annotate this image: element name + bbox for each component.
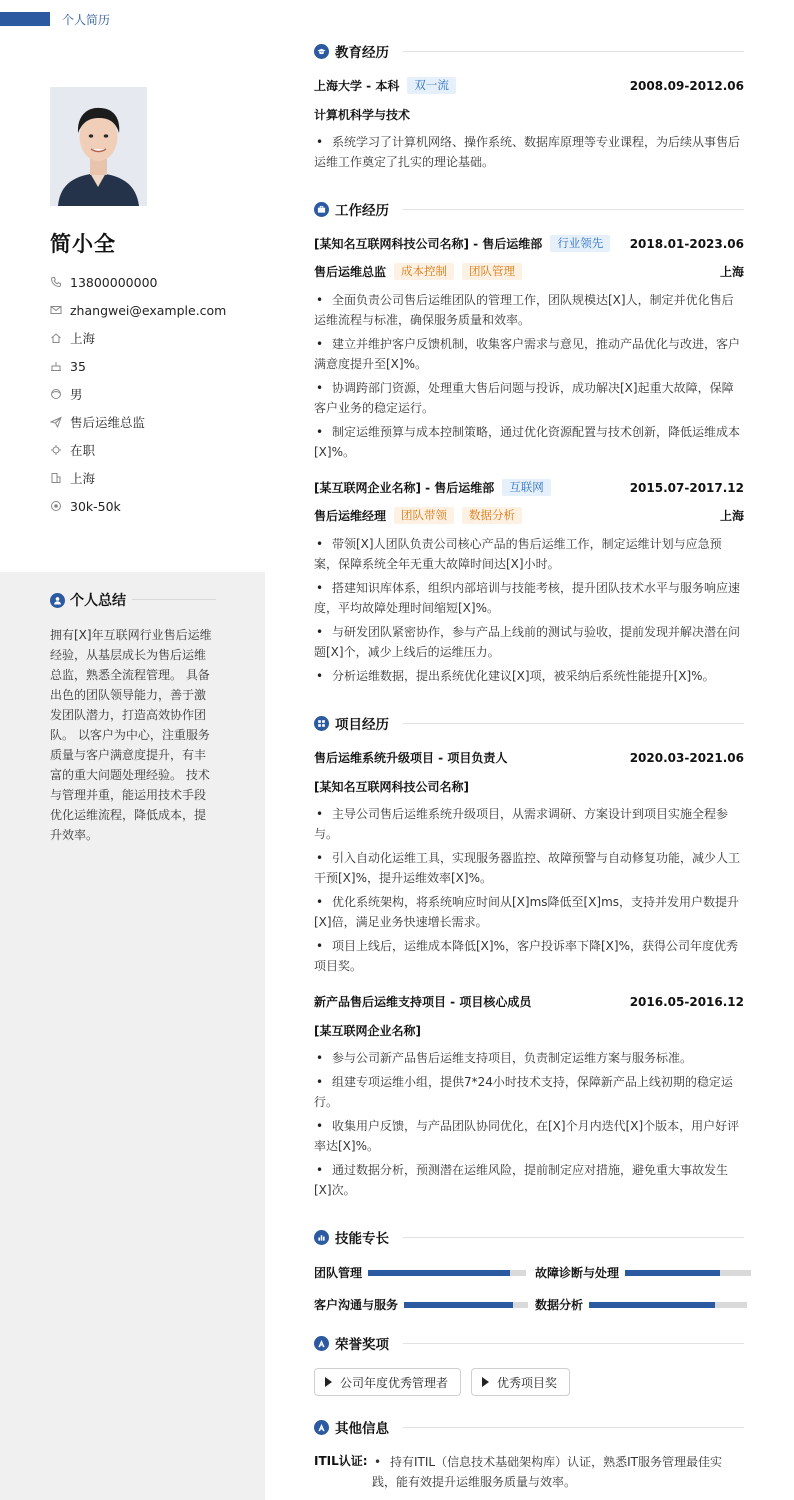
list-item: • 全面负责公司售后运维团队的管理工作，团队规模达[X]人，制定并优化售后运维流程与标准，确保服务质量和效率。 (314, 293, 734, 327)
list-item: • 搭建知识库体系，组织内部培训与技能考核，提升团队技术水平与服务响应速度，平均故障处理时间缩短[X]%。 (314, 581, 741, 615)
info-city-text: 上海 (70, 471, 96, 486)
cake-icon (50, 360, 62, 372)
job-1-role: 售后运维总监 (314, 265, 387, 279)
job-1-tag: 行业领先 (550, 235, 610, 252)
bar-chart-icon (314, 1230, 329, 1245)
project-1-name: 售后运维系统升级项目 - 项目负责人 (314, 751, 508, 765)
job-2-bullets (314, 534, 744, 690)
education-bullets (314, 132, 744, 176)
section-divider (403, 1343, 744, 1344)
gender-icon (50, 388, 62, 400)
work-section-header (314, 199, 744, 219)
skill-bar (404, 1302, 528, 1308)
skill-bar-fill (368, 1270, 510, 1276)
profile-info-list (50, 268, 226, 520)
summary-header (50, 590, 216, 610)
job-2-tag: 互联网 (502, 479, 551, 496)
skill-item (314, 1296, 528, 1313)
list-item: • 通过数据分析，预测潜在运维风险，提前制定应对措施，避免重大事故发生[X]次。 (314, 1163, 729, 1197)
skill-bar-fill (404, 1302, 513, 1308)
list-item: • 系统学习了计算机网络、操作系统、数据库原理等专业课程，为后续从事售后运维工作奠定了扎实的理论基础。 (314, 135, 741, 169)
project-1-date: 2020.03-2021.06 (629, 750, 744, 765)
play-icon (482, 1377, 489, 1387)
header-accent-bar (0, 12, 50, 26)
briefcase-icon (314, 202, 329, 217)
job-2-role-tag-1: 团队带领 (394, 507, 454, 524)
list-item: • 项目上线后，运维成本降低[X]%，客户投诉率下降[X]%，获得公司年度优秀项目奖。 (314, 939, 738, 973)
mail-icon (50, 304, 62, 316)
project-1-header (314, 749, 744, 766)
education-section-header (314, 41, 744, 61)
awards-title: 荣誉奖项 (335, 1337, 389, 1353)
list-item: • 主导公司售后运维系统升级项目，从需求调研、方案设计到项目实施全程参与。 (314, 807, 729, 841)
info-home (50, 324, 226, 352)
skills-title: 技能专长 (335, 1231, 389, 1247)
list-item: • 与研发团队紧密协作，参与产品上线前的测试与验收，提前发现并解决潜在问题[X]个，减少上线后的运维压力。 (314, 625, 741, 659)
info-email-text: zhangwei@example.com (70, 302, 227, 318)
info-status (50, 436, 226, 464)
project-1-company: [某知名互联网科技公司名称] (314, 780, 469, 794)
grid-icon (314, 716, 329, 731)
project-2-header (314, 993, 744, 1010)
info-icon (314, 1420, 329, 1435)
section-divider (403, 209, 744, 210)
list-item: • 参与公司新产品售后运维支持项目，负责制定运维方案与服务标准。 (316, 1051, 693, 1065)
profile-photo (50, 87, 147, 206)
award-badge (314, 1368, 461, 1396)
project-2-date: 2016.05-2016.12 (629, 994, 744, 1009)
list-item: • 组建专项运维小组，提供7*24小时技术支持，保障新产品上线初期的稳定运行。 (314, 1075, 733, 1109)
skill-name: 客户沟通与服务 (314, 1298, 399, 1312)
project-2-bullets (314, 1048, 744, 1204)
list-item: • 协调跨部门资源，处理重大售后问题与投诉，成功解决[X]起重大故障，保障客户业务的稳定运行。 (314, 381, 734, 415)
summary-title: 个人总结 (70, 593, 126, 609)
project-1-bullets (314, 804, 744, 980)
skill-name: 团队管理 (314, 1266, 363, 1280)
skills-section-header (314, 1227, 744, 1247)
skill-bar-fill (625, 1270, 720, 1276)
section-divider (403, 51, 744, 52)
summary-divider (132, 599, 216, 600)
job-1-company: [某知名互联网科技公司名称] - 售后运维部 (314, 237, 543, 251)
info-phone (50, 268, 226, 296)
job-1-bullets (314, 290, 744, 466)
job-2-header (314, 479, 744, 496)
user-icon (50, 593, 65, 608)
skill-item (535, 1264, 751, 1281)
status-icon (50, 444, 62, 456)
project-2-company: [某互联网企业名称] (314, 1024, 421, 1038)
info-city (50, 464, 226, 492)
project-2-name: 新产品售后运维支持项目 - 项目核心成员 (314, 995, 532, 1009)
education-school: 上海大学 - 本科 (314, 79, 400, 93)
skill-name: 故障诊断与处理 (535, 1266, 620, 1280)
phone-icon (50, 276, 62, 288)
job-1-header (314, 235, 744, 252)
award-icon (314, 1336, 329, 1351)
list-item: • 建立并维护客户反馈机制，收集客户需求与意见，推动产品优化与改进，客户满意度提升至[X]%。 (314, 337, 741, 371)
education-major: 计算机科学与技术 (314, 108, 411, 122)
skill-item (314, 1264, 526, 1281)
resume-title: 个人简历 (62, 13, 111, 27)
job-2-role-tag-2: 数据分析 (462, 507, 522, 524)
job-1-location: 上海 (719, 265, 744, 279)
job-2-role-row (314, 507, 744, 524)
award-name: 公司年度优秀管理者 (340, 1375, 449, 1390)
skill-item (535, 1296, 747, 1313)
award-badge (471, 1368, 570, 1396)
skill-bar-fill (589, 1302, 715, 1308)
job-1-role-row (314, 263, 744, 280)
info-home-text: 上海 (70, 331, 96, 346)
home-icon (50, 332, 62, 344)
info-age (50, 352, 226, 380)
section-divider (403, 1237, 744, 1238)
list-item: • 收集用户反馈，与产品团队协同优化，在[X]个月内迭代[X]个版本，用户好评率达[X]%。 (314, 1119, 740, 1153)
section-divider (403, 723, 744, 724)
list-item: • 制定运维预算与成本控制策略，通过优化资源配置与技术创新，降低运维成本[X]%。 (314, 425, 741, 459)
job-1-role-tag-1: 成本控制 (394, 263, 454, 280)
job-2-location: 上海 (719, 509, 744, 523)
section-divider (403, 1427, 744, 1428)
education-entry-header (314, 77, 744, 94)
info-salary-text: 30k-50k (70, 498, 121, 514)
info-phone-text: 13800000000 (70, 274, 158, 290)
play-icon (325, 1377, 332, 1387)
skill-name: 数据分析 (535, 1298, 584, 1312)
salary-icon (50, 500, 62, 512)
info-salary (50, 492, 226, 520)
job-2-role: 售后运维经理 (314, 509, 387, 523)
work-title: 工作经历 (335, 203, 389, 219)
graduation-cap-icon (314, 44, 329, 59)
job-1-role-tag-2: 团队管理 (462, 263, 522, 280)
info-gender-text: 男 (70, 387, 83, 402)
info-status-text: 在职 (70, 443, 96, 458)
info-position-text: 售后运维总监 (70, 415, 146, 430)
award-name: 优秀项目奖 (497, 1375, 558, 1390)
profile-name: 简小全 (50, 232, 116, 256)
skill-bar (368, 1270, 526, 1276)
summary-text: 拥有[X]年互联网行业售后运维经验，从基层成长为售后运维总监，熟悉全流程管理。 具备出色的团队领导能力，善于激发团队潜力，打造高效协作团队。 以客户为中心，注重服务质量与客户满意度提升，有丰富的重大问题处理经验。 技术与管理并重，能运用技术手段优化运维流程，降低成本，提升效率。 (50, 628, 212, 842)
other-label: ITIL认证: (314, 1454, 368, 1468)
list-item: • 优化系统架构，将系统响应时间从[X]ms降低至[X]ms，支持并发用户数提升[X]倍，满足业务快速增长需求。 (314, 895, 740, 929)
info-position (50, 408, 226, 436)
skill-bar (589, 1302, 747, 1308)
job-1-date: 2018.01-2023.06 (629, 236, 744, 251)
education-title: 教育经历 (335, 45, 389, 61)
education-date: 2008.09-2012.06 (629, 78, 744, 93)
other-section-header (314, 1417, 744, 1437)
other-title: 其他信息 (335, 1421, 389, 1437)
awards-section-header (314, 1333, 744, 1353)
projects-section-header (314, 713, 744, 733)
info-age-text: 35 (70, 358, 86, 374)
info-gender (50, 380, 226, 408)
list-item: • 引入自动化运维工具，实现服务器监控、故障预警与自动修复功能，减少人工干预[X]%，提升运维效率[X]%。 (314, 851, 741, 885)
projects-title: 项目经历 (335, 717, 389, 733)
job-2-date: 2015.07-2017.12 (629, 480, 744, 495)
education-tag: 双一流 (407, 77, 456, 94)
job-2-company: [某互联网企业名称] - 售后运维部 (314, 481, 495, 495)
info-email (50, 296, 226, 324)
skill-bar (625, 1270, 751, 1276)
other-text: • 持有ITIL（信息技术基础架构库）认证，熟悉IT服务管理最佳实践，能有效提升运维服务质量与效率。 (372, 1455, 722, 1489)
list-item: • 带领[X]人团队负责公司核心产品的售后运维工作，制定运维计划与应急预案，保障系统全年无重大故障时间达[X]小时。 (314, 537, 722, 571)
list-item: • 分析运维数据，提出系统优化建议[X]项，被采纳后系统性能提升[X]%。 (316, 669, 715, 683)
send-icon (50, 416, 62, 428)
building-icon (50, 472, 62, 484)
